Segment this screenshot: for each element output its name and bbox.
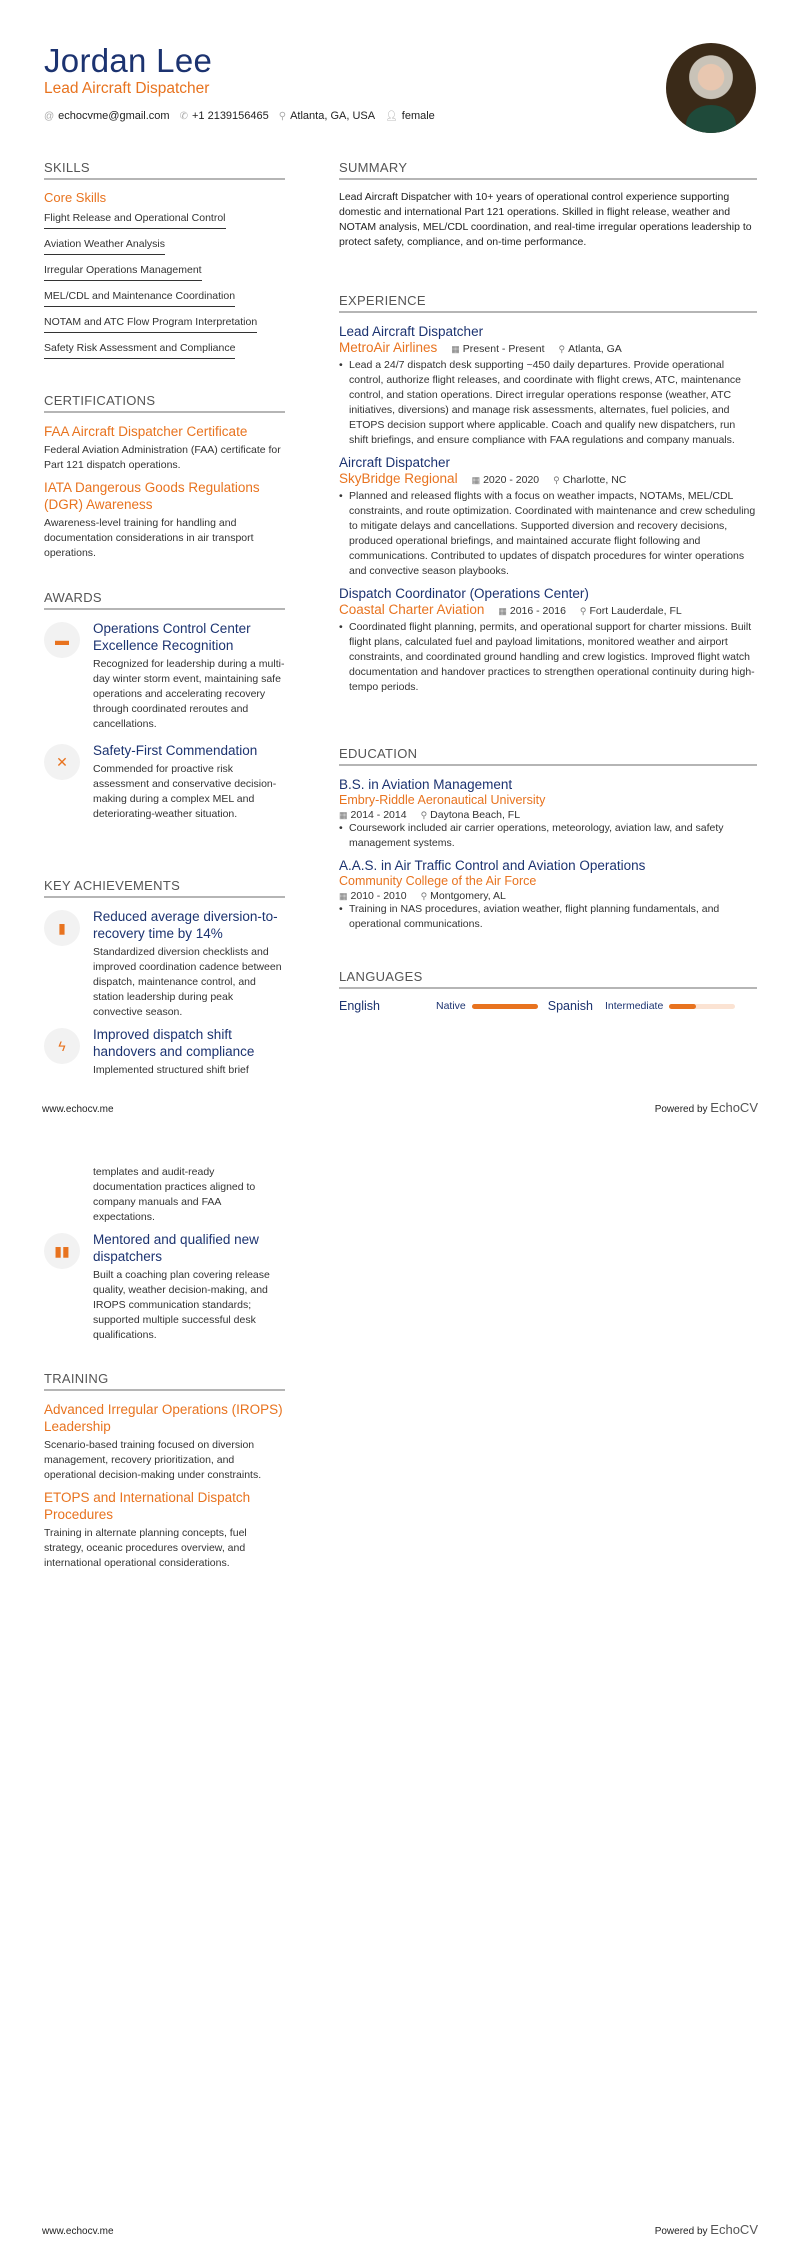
- training-list: [44, 1401, 285, 1571]
- achievement-item: [44, 908, 285, 1020]
- email[interactable]: [44, 110, 170, 122]
- cert-desc: Awareness-level training for handling and documentation considerations in air transport operations.: [44, 517, 254, 559]
- phone-icon: ✆: [179, 111, 188, 122]
- skills-section: [44, 160, 285, 364]
- job-bullets: [339, 620, 757, 695]
- bullet: • Training in NAS procedures, aviation weather, flight planning fundamentals, and operational communications.: [339, 902, 757, 932]
- achievement-desc: Standardized diversion checklists and improved coordination cadence between dispatch, maintenance control, and station leadership during peak convective season.: [93, 946, 282, 1018]
- school: Community College of the Air Force: [339, 874, 537, 888]
- certifications-section: [44, 393, 285, 567]
- award-desc: Commended for proactive risk assessment and conservative decision-making during a complex MEL and deteriorating-weather situation.: [93, 763, 277, 820]
- experience-list: [339, 323, 757, 695]
- language-name: English: [339, 999, 380, 1013]
- section-heading: CERTIFICATIONS: [44, 393, 285, 413]
- edu-bullets: [339, 821, 757, 851]
- powered-label: Powered by: [654, 1104, 708, 1115]
- experience-section: [339, 293, 757, 695]
- award-title: Safety-First Commendation: [93, 743, 258, 758]
- bullet: • Lead a 24/7 dispatch desk supporting ~450 daily departures. Provide operational control, authorize flight releases, and coordinate with flight crews, ATC, maintenance control, and station operations. Direct irregular operations response (weather, ATC initiatives, diversions) and manage risk assessments, alternates, fuel policies, and ETOPS decision support where applicable. Coach and qualify new dispatchers, run shift briefings, and ensure compliance with FAA regulations and company manuals.: [339, 358, 757, 448]
- dates-text: 2016 - 2016: [509, 605, 566, 617]
- skills-list: [44, 208, 285, 364]
- candidate-title: Lead Aircraft Dispatcher: [44, 80, 210, 97]
- languages-row: [339, 999, 757, 1013]
- section-heading: LANGUAGES: [339, 969, 757, 989]
- job-company: Coastal Charter Aviation: [339, 602, 485, 617]
- section-heading: SKILLS: [44, 160, 285, 180]
- languages-section: [339, 969, 757, 1013]
- summary-section: [339, 160, 757, 250]
- bullet: • Coordinated flight planning, permits, and operational support for charter missions. Built flight plans, calculated fuel and payload limitations, monitored weather and airport constraints, and coordinated ground handling and crew logistics. Improved flight watch documentation and handover practices to strengthen operational continuity during high-tempo periods.: [339, 620, 757, 695]
- calendar-icon: ▦: [498, 606, 507, 616]
- achievement-desc: Implemented structured shift brief: [93, 1064, 249, 1076]
- edu-location: [421, 809, 520, 821]
- tag-x-icon: ✕: [44, 744, 80, 780]
- person-icon: 👤︎: [385, 111, 398, 122]
- achievements-continued: [44, 1165, 285, 1349]
- location-text: Atlanta, GA: [568, 343, 622, 355]
- section-heading: EDUCATION: [339, 746, 757, 766]
- chat-icon: ▬: [44, 622, 80, 658]
- dates-text: Present - Present: [462, 343, 545, 355]
- cert-title: IATA Dangerous Goods Regulations (DGR) Awareness: [44, 480, 260, 512]
- section-heading: SUMMARY: [339, 160, 757, 180]
- location-pin-icon: ⚲: [420, 810, 428, 820]
- profile-photo: [666, 43, 756, 133]
- contact-row: [44, 110, 435, 122]
- job-role: Lead Aircraft Dispatcher: [339, 324, 484, 339]
- training-title: ETOPS and International Dispatch Procedures: [44, 1490, 251, 1522]
- skill-item: Safety Risk Assessment and Compliance: [44, 339, 235, 359]
- brand-logo: EchoCV: [710, 1100, 758, 1115]
- dates-text: 2014 - 2014: [350, 809, 407, 821]
- achievement-title: Mentored and qualified new dispatchers: [93, 1232, 259, 1264]
- cert-list: [44, 423, 285, 561]
- job-meta: [339, 602, 757, 617]
- calendar-icon: ▦: [339, 810, 348, 820]
- awards-section: [44, 590, 285, 832]
- award-item: [44, 742, 285, 822]
- achievement-item: [44, 1231, 285, 1343]
- achievement-title: Reduced average diversion-to-recovery time by 14%: [93, 909, 278, 941]
- section-heading: EXPERIENCE: [339, 293, 757, 313]
- footer-site[interactable]: www.echocv.me: [42, 2226, 114, 2237]
- location-text: Fort Lauderdale, FL: [589, 605, 682, 617]
- job-company: SkyBridge Regional: [339, 471, 458, 486]
- skill-group-title: Core Skills: [44, 190, 107, 205]
- gender: [385, 110, 435, 122]
- dates-text: 2020 - 2020: [483, 474, 540, 486]
- at-icon: @: [44, 111, 55, 122]
- footer-powered: [655, 1100, 758, 1115]
- job-location: [553, 474, 626, 486]
- training-section: [44, 1371, 285, 1577]
- job-meta: [339, 471, 757, 486]
- location-text: Montgomery, AL: [430, 890, 506, 902]
- location: [279, 110, 375, 122]
- section-heading: TRAINING: [44, 1371, 285, 1391]
- location-pin-icon: ⚲: [278, 111, 287, 122]
- award-title: Operations Control Center Excellence Recognition: [93, 621, 251, 653]
- language-level-bar: [472, 1004, 538, 1009]
- section-heading: KEY ACHIEVEMENTS: [44, 878, 285, 898]
- location-text: Atlanta, GA, USA: [290, 110, 376, 122]
- language-level-fill: [669, 1004, 695, 1009]
- job-role: Aircraft Dispatcher: [339, 455, 451, 470]
- job-meta: [339, 340, 757, 355]
- language-name: Spanish: [547, 999, 593, 1013]
- edu-dates: [339, 890, 407, 902]
- location-text: Daytona Beach, FL: [430, 809, 521, 821]
- edu-meta: [339, 809, 757, 821]
- job-dates: [498, 605, 566, 617]
- language-level-fill: [472, 1004, 538, 1009]
- calendar-icon: ▦: [451, 344, 460, 354]
- location-pin-icon: ⚲: [558, 344, 566, 354]
- location-pin-icon: ⚲: [553, 475, 560, 485]
- cert-desc: Federal Aviation Administration (FAA) certificate for Part 121 dispatch operations.: [44, 444, 281, 471]
- language-level-bar: [669, 1004, 735, 1009]
- building-icon: ▮: [44, 910, 80, 946]
- education-list: [339, 776, 757, 932]
- location-pin-icon: ⚲: [579, 606, 587, 616]
- degree: A.A.S. in Air Traffic Control and Aviation Operations: [339, 858, 646, 873]
- school: Embry-Riddle Aeronautical University: [339, 793, 546, 807]
- section-heading: AWARDS: [44, 590, 285, 610]
- location-pin-icon: ⚲: [420, 891, 428, 901]
- skill-item: Aviation Weather Analysis: [44, 235, 165, 255]
- bullet: • Coursework included air carrier operations, meteorology, aviation law, and safety management systems.: [339, 821, 757, 851]
- phone: [180, 110, 269, 122]
- edu-dates: [339, 809, 407, 821]
- email-text: echocvme@gmail.com: [58, 110, 170, 122]
- training-desc: Scenario-based training focused on diversion management, recovery prioritization, and operational decision-making under constraints.: [44, 1439, 262, 1481]
- phone-text: +1 2139156465: [191, 110, 269, 122]
- skill-item: MEL/CDL and Maintenance Coordination: [44, 287, 235, 307]
- training-desc: Training in alternate planning concepts, fuel strategy, oceanic procedures overview, and international operational considerations.: [44, 1527, 247, 1569]
- calendar-icon: ▦: [471, 475, 481, 485]
- dates-text: 2010 - 2010: [350, 890, 407, 902]
- job-company: MetroAir Airlines: [339, 340, 438, 355]
- cert-title: FAA Aircraft Dispatcher Certificate: [44, 424, 248, 439]
- job-role: Dispatch Coordinator (Operations Center): [339, 586, 589, 601]
- achievement-title: Improved dispatch shift handovers and compliance: [93, 1027, 255, 1059]
- award-list: [44, 620, 285, 822]
- brand-logo: EchoCV: [710, 2222, 758, 2237]
- location-text: Charlotte, NC: [562, 474, 627, 486]
- award-text: [93, 620, 285, 732]
- job-dates: [451, 343, 544, 355]
- bullet: • Planned and released flights with a focus on weather impacts, NOTAMs, MEL/CDL constraints, and route optimization. Coordinated with maintenance and crew scheduling to mitigate delays and cancellations. Supported diversion and recovery decisions, produced operational briefings, and maintained accurate flight following and communications. Contributed to updates of dispatch procedures for winter operations and convective season playbooks.: [339, 489, 757, 579]
- skill-item: NOTAM and ATC Flow Program Interpretation: [44, 313, 257, 333]
- language-level: Intermediate: [604, 1000, 664, 1012]
- job-bullets: [339, 489, 757, 579]
- award-item: [44, 620, 285, 732]
- degree: B.S. in Aviation Management: [339, 777, 513, 792]
- powered-label: Powered by: [654, 2226, 708, 2237]
- edu-location: [421, 890, 506, 902]
- footer-site[interactable]: www.echocv.me: [42, 1104, 114, 1115]
- achievements-section: [44, 878, 285, 1084]
- language-level: Native: [436, 1000, 466, 1012]
- job-bullets: [339, 358, 757, 448]
- gender-text: female: [401, 110, 435, 122]
- achievement-desc: Built a coaching plan covering release quality, weather decision-making, and IROPS communication standards; supported multiple successful desk qualifications.: [93, 1269, 270, 1341]
- award-text: [93, 742, 285, 822]
- job-dates: [472, 474, 540, 486]
- education-section: [339, 746, 757, 932]
- lightning-icon: ϟ: [44, 1028, 80, 1064]
- job-location: [559, 343, 622, 355]
- skill-item: Flight Release and Operational Control: [44, 209, 226, 229]
- achievement-item: [44, 1026, 285, 1078]
- candidate-name: Jordan Lee: [44, 42, 213, 79]
- training-title: Advanced Irregular Operations (IROPS) Leadership: [44, 1402, 283, 1434]
- edu-meta: [339, 890, 757, 902]
- summary-text: Lead Aircraft Dispatcher with 10+ years of operational control experience supporting domestic and international Part 121 operations. Skilled in flight release, weather and NOTAM analysis, MEL/CDL coordination, and real-time irregular operations leadership to protect safety, compliance, and on-time performance.: [339, 191, 752, 248]
- achievement-desc: templates and audit-ready documentation practices aligned to company manuals and FAA expectations.: [93, 1166, 256, 1223]
- calendar-icon: ▦: [339, 891, 348, 901]
- award-desc: Recognized for leadership during a multi-day winter storm event, maintaining safe operations and accelerating recovery through coordinated reroutes and cancellations.: [93, 658, 285, 730]
- skill-item: Irregular Operations Management: [44, 261, 202, 281]
- edu-bullets: [339, 902, 757, 932]
- footer-powered: [655, 2222, 758, 2237]
- chart-icon: ▮▮: [44, 1233, 80, 1269]
- job-location: [580, 605, 682, 617]
